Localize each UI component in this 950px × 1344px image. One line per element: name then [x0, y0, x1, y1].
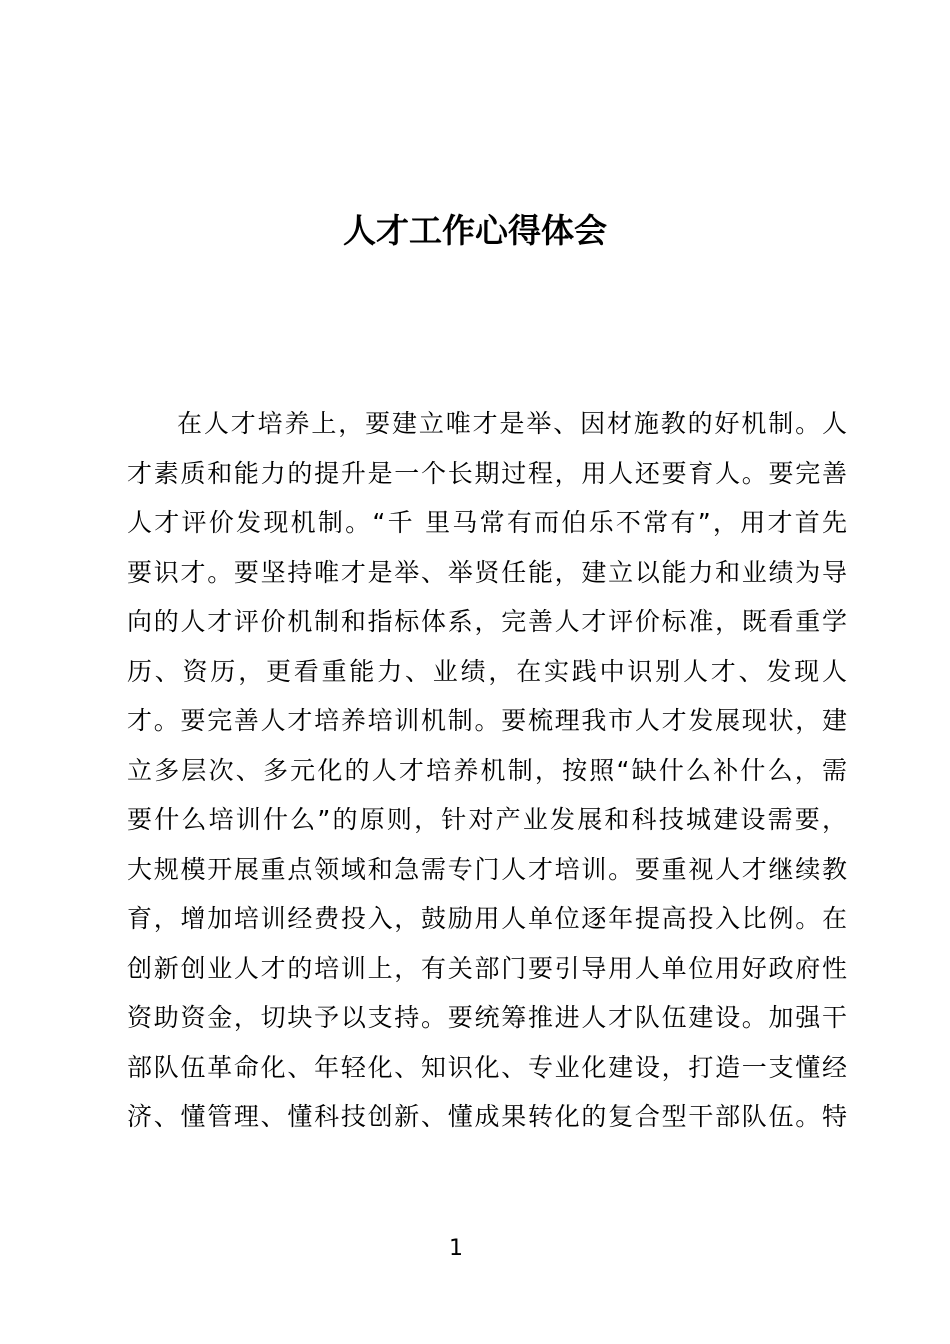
- paragraph-line: 历、资历，更看重能力、业绩，在实践中识别人才、发现人: [127, 656, 847, 686]
- paragraph-line: 济、懂管理、懂科技创新、懂成果转化的复合型干部队伍。特: [127, 1102, 847, 1131]
- paragraph-line: 要识才。要坚持唯才是举、举贤任能，建立以能力和业绩为导: [127, 557, 847, 587]
- paragraph-line: 才。要完善人才培养培训机制。要梳理我市人才发展现状，建: [127, 706, 847, 735]
- page-number: 1: [449, 1236, 463, 1261]
- paragraph-line: 育，增加培训经费投入，鼓励用人单位逐年提高投入比例。在: [127, 904, 847, 933]
- paragraph-line: 创新创业人才的培训上，有关部门要引导用人单位用好政府性: [127, 953, 847, 983]
- paragraph-line: 资助资金，切块予以支持。要统筹推进人才队伍建设。加强干: [127, 1003, 847, 1032]
- paragraph-line: 大规模开展重点领域和急需专门人才培训。要重视人才继续教: [127, 854, 847, 884]
- paragraph-line: 立多层次、多元化的人才培养机制，按照“缺什么补什么，需: [127, 755, 847, 785]
- page-title: 人才工作心得体会: [343, 211, 607, 250]
- paragraph-line: 部队伍革命化、年轻化、知识化、专业化建设，打造一支懂经: [127, 1052, 847, 1082]
- paragraph-line: 要什么培训什么”的原则，针对产业发展和科技城建设需要，: [127, 805, 847, 834]
- paragraph-line: 人才评价发现机制。“千 里马常有而伯乐不常有”，用才首先: [127, 508, 847, 537]
- body-paragraph: [127, 399, 847, 1142]
- paragraph-line: 才素质和能力的提升是一个长期过程，用人还要育人。要完善: [127, 458, 847, 488]
- paragraph-line: 在人才培养上，要建立唯才是举、因材施教的好机制。人: [177, 409, 847, 438]
- paragraph-line: 向的人才评价机制和指标体系，完善人才评价标准，既看重学: [127, 607, 847, 636]
